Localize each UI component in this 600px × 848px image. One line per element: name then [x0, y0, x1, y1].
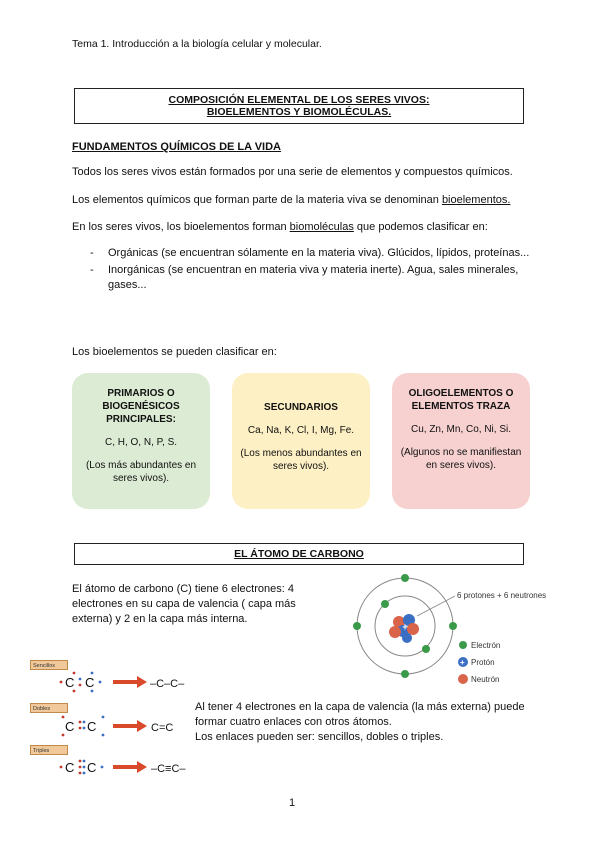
p3-text-before: En los seres vivos, los bioelementos forman: [72, 221, 290, 233]
svg-text:C: C: [65, 675, 75, 690]
carbono-bonds-text: [195, 700, 540, 745]
nucleus-label: 6 protones + 6 neutrones: [457, 591, 547, 600]
document-title-box: [74, 88, 524, 124]
list-item-inorganicas: - Inorgánicas (se encuentran en materia viva y materia inerte). Agua, sales minerales, gases...: [90, 263, 530, 293]
bond-sencillos-diagram: [55, 670, 195, 694]
biomolecule-list: [90, 246, 530, 295]
carbono-paragraph-1: El átomo de carbono (C) tiene 6 electrones: 4 electrones en su capa de valencia ( capa más externa) y 2 en la capa más interna.: [72, 583, 296, 625]
legend-proton: Protón: [471, 658, 495, 667]
fundamentos-paragraph-2: [72, 193, 532, 208]
title-line-2: BIOELEMENTOS Y BIOMOLÉCULAS.: [206, 106, 392, 118]
card-oligoelementos-note: (Algunos no se manifiestan en seres vivos).: [400, 447, 522, 471]
bioelementos-term: bioelementos.: [441, 194, 511, 206]
card-primarios-elements: C, H, O, N, P, S.: [104, 437, 178, 448]
nucleus: [389, 614, 419, 643]
card-secundarios-note: (Los menos abundantes en seres vivos).: [240, 448, 362, 472]
svg-text:+: +: [460, 658, 465, 667]
card-oligoelementos-elements: Cu, Zn, Mn, Co, Ni, Si.: [410, 424, 512, 435]
card-secundarios-elements: Ca, Na, K, Cl, I, Mg, Fe.: [247, 425, 355, 436]
svg-text:C: C: [85, 675, 95, 690]
fundamentos-paragraph-1: Todos los seres vivos están formados por una serie de elementos y compuestos químicos.: [72, 166, 513, 178]
card-secundarios: [232, 373, 370, 509]
legend-electron: Electrón: [471, 641, 501, 650]
bond-dobles-result: C=C: [151, 722, 174, 734]
atom-legend: [458, 641, 500, 684]
card-primarios-title: PRIMARIOS O BIOGENÉSICOS PRINCIPALES:: [102, 388, 180, 425]
bond-label-triples: Triples: [30, 745, 68, 755]
carbono-paragraph-2: Al tener 4 electrones en la capa de valencia (la más externa) puede formar cuatro enlaces con otros átomos.: [195, 701, 525, 728]
svg-text:C: C: [87, 760, 97, 775]
course-header: Tema 1. Introducción a la biología celular y molecular.: [72, 38, 322, 50]
p3-text-after: que podemos clasificar en:: [353, 221, 488, 233]
p2-text: Los elementos químicos que forman parte de la materia viva se denominan: [72, 194, 442, 206]
title-line-1: COMPOSICIÓN ELEMENTAL DE LOS SERES VIVOS:: [168, 94, 430, 106]
bond-label-sencillos: Sencillos: [30, 660, 68, 670]
svg-text:+: +: [402, 622, 408, 632]
biomoleculas-term: biomoléculas: [289, 221, 354, 233]
bond-sencillos-result: –C–C–: [150, 678, 185, 690]
bond-label-dobles: Dobles: [30, 703, 68, 713]
classify-intro: Los bioelementos se pueden clasificar en:: [72, 346, 277, 358]
svg-text:C: C: [65, 719, 75, 734]
carbon-atom-diagram: [335, 572, 555, 692]
card-primarios: [72, 373, 210, 509]
card-primarios-note: (Los más abundantes en seres vivos).: [85, 460, 197, 484]
carbono-heading: EL ÁTOMO DE CARBONO: [74, 543, 524, 565]
legend-neutron: Neutrón: [471, 675, 500, 684]
fundamentos-paragraph-3: [72, 220, 532, 235]
card-secundarios-title: SECUNDARIOS: [264, 402, 338, 413]
bond-triples-result: –C≡C–: [151, 763, 186, 775]
carbono-paragraph-3: Los enlaces pueden ser: sencillos, dobles o triples.: [195, 731, 444, 743]
card-oligoelementos-title: OLIGOELEMENTOS O ELEMENTOS TRAZA: [408, 388, 514, 412]
svg-text:C: C: [87, 719, 97, 734]
svg-text:C: C: [65, 760, 75, 775]
page-number: 1: [289, 797, 296, 809]
card-oligoelementos: [392, 373, 530, 509]
fundamentos-heading: FUNDAMENTOS QUÍMICOS DE LA VIDA: [72, 141, 282, 153]
bond-dobles-diagram: [55, 713, 195, 739]
bond-triples-diagram: [55, 755, 195, 779]
list-item-organicas: - Orgánicas (se encuentran sólamente en la materia viva). Glúcidos, lípidos, proteínas...: [90, 246, 530, 261]
